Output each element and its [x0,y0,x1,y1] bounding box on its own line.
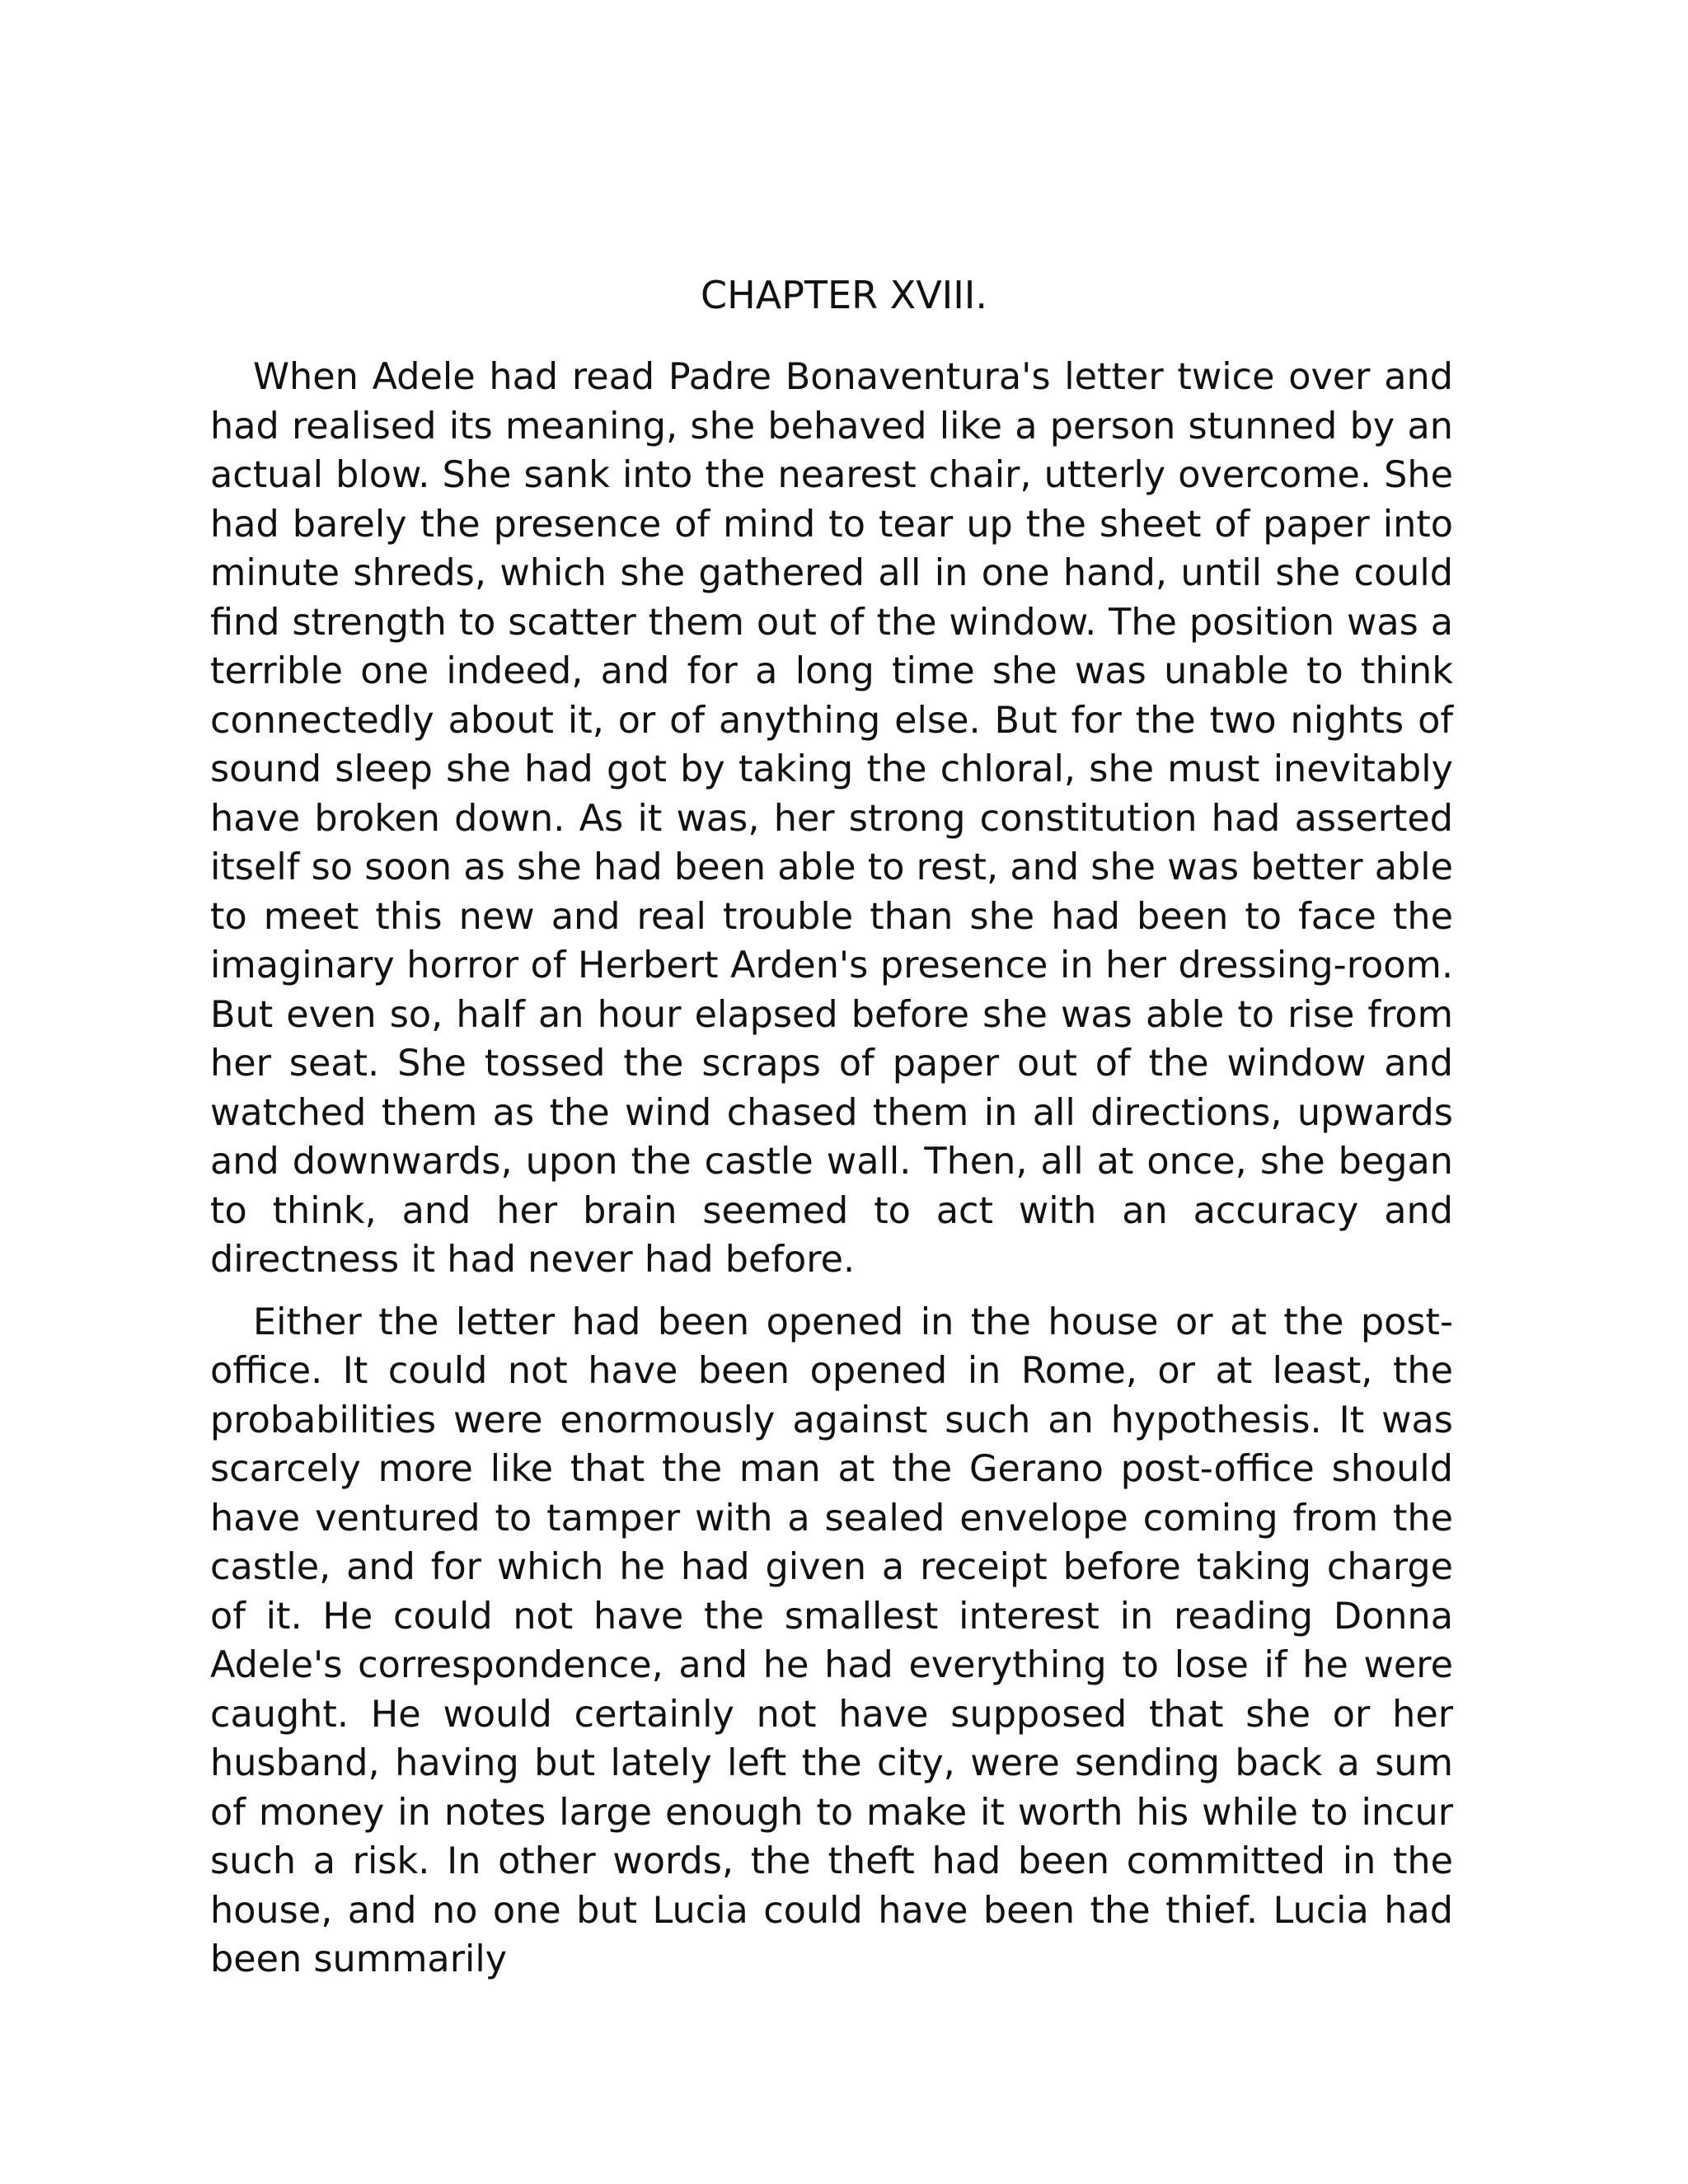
chapter-body [210,353,1453,1985]
paragraph-2: Either the letter had been opened in the house or at the post-office. It could not have been opened in Rome, or at least, the probabilities were enormously against such an hypothesis. It was scarcely more like that the man at the Gerano post-office should have ventured to tamper with a sealed envelope coming from the castle, and for which he had given a receipt before taking charge of it. He could not have the smallest interest in reading Donna Adele's correspondence, and he had everything to lose if he were caught. He would certainly not have supposed that she or her husband, having but lately left the city, were sending back a sum of money in notes large enough to make it worth his while to incur such a risk. In other words, the theft had been committed in the house, and no one but Lucia could have been the thief. Lucia had been summarily [210,1301,1453,1980]
chapter-title: CHAPTER XVIII. [701,273,987,317]
paragraph-1: When Adele had read Padre Bonaventura's letter twice over and had realised its meaning, she behaved like a person stunned by an actual blow. She sank into the nearest chair, utterly overcome. She had barely the presence of mind to tear up the sheet of paper into minute shreds, which she gathered all in one hand, until she could find strength to scatter them out of the window. The position was a terrible one indeed, and for a long time she was unable to think connectedly about it, or of anything else. But for the two nights of sound sleep she had got by taking the chloral, she must inevitably have broken down. As it was, her strong constitution had asserted itself so soon as she had been able to rest, and she was better able to meet this new and real trouble than she had been to face the imaginary horror of Herbert Arden's presence in her dressing-room. But even so, half an hour elapsed before she was able to rise from her seat. She tossed the scraps of paper out of the window and watched them as the wind chased them in all directions, upwards and downwards, upon the castle wall. Then, all at once, she began to think, and her brain seemed to act with an accuracy and directness it had never had before. [210,356,1453,1281]
